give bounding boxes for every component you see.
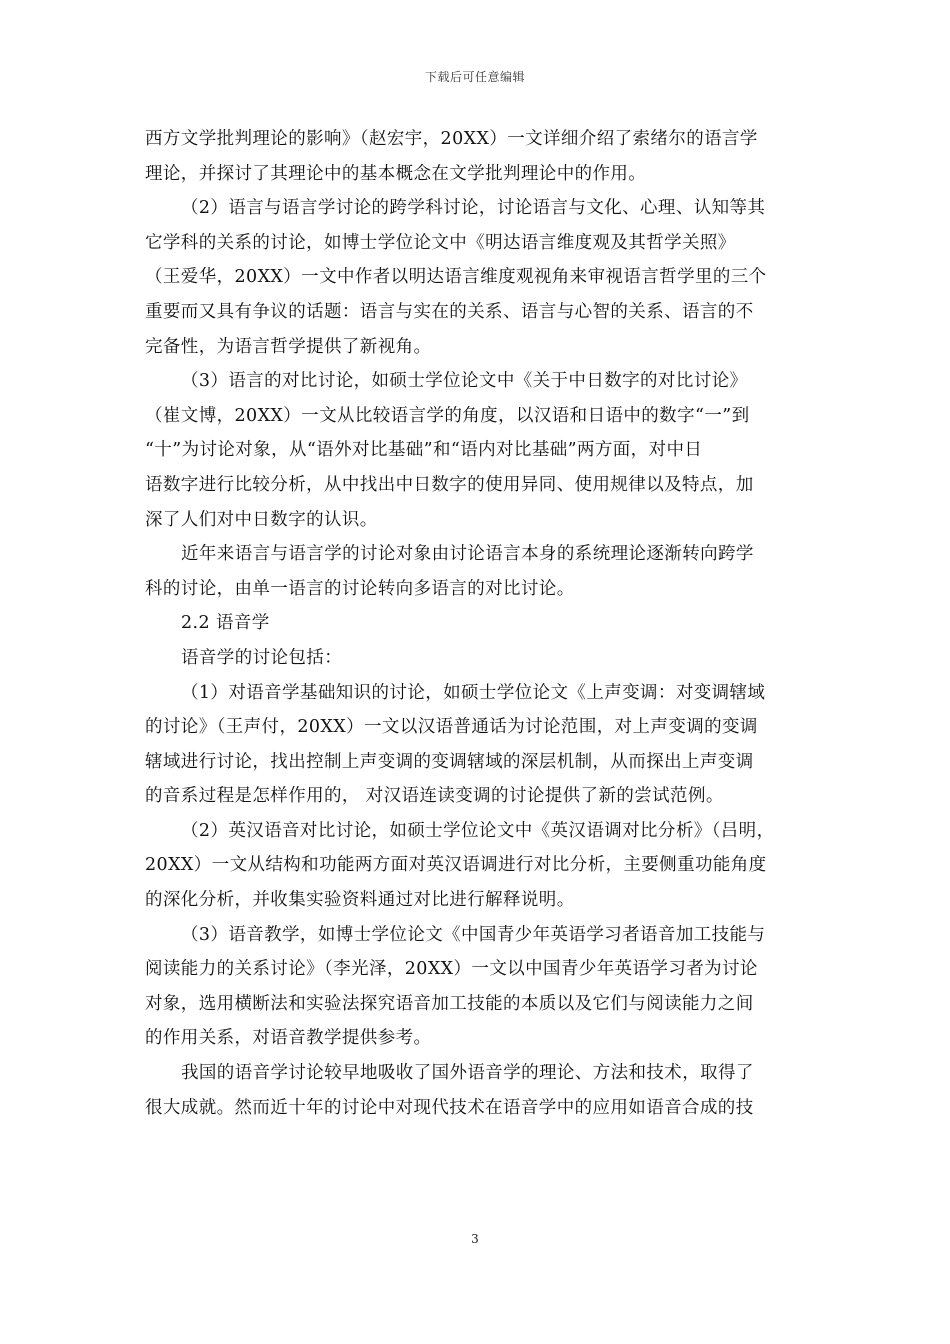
text-line: 的深化分析，并收集实验资料通过对比进行解释说明。	[145, 890, 575, 911]
page-number: 3	[471, 1232, 479, 1246]
text-line: （2）英汉语音对比讨论，如硕士学位论文中《英汉语调对比分析》（吕明，	[181, 820, 775, 841]
text-line: 理论，并探讨了其理论中的基本概念在文学批判理论中的作用。	[145, 163, 647, 184]
text-line: 科的讨论，由单一语言的讨论转向多语言的对比讨论。	[145, 578, 575, 599]
section-heading: 2.2 语音学	[181, 613, 270, 634]
text-line: 的讨论》（王声付，20XX）一文以汉语普通话为讨论范围，对上声变调的变调	[145, 717, 758, 738]
text-line: 阅读能力的关系讨论》（李光泽，20XX）一文以中国青少年英语学习者为讨论	[145, 959, 758, 980]
text-line: 的作用关系，对语音教学提供参考。	[145, 1028, 432, 1049]
text-line: 语音学的讨论包括：	[181, 647, 343, 668]
text-line: （2）语言与语言学讨论的跨学科讨论，讨论语言与文化、心理、认知等其	[181, 198, 766, 219]
page-header: 下载后可任意编辑	[424, 70, 525, 84]
text-line: 重要而又具有争议的话题：语言与实在的关系、语言与心智的关系、语言的不	[145, 301, 754, 322]
text-line: 20XX）一文从结构和功能两方面对英汉语调进行对比分析，主要侧重功能角度	[145, 855, 767, 876]
text-line: 西方文学批判理论的影响》（赵宏宇，20XX）一文详细介绍了索绪尔的语言学	[145, 129, 758, 149]
text-line: “十”为讨论对象，从“语外对比基础”和“语内对比基础”两方面，对中日	[145, 440, 703, 461]
text-line: 完备性，为语言哲学提供了新视角。	[145, 336, 432, 357]
text-line: 近年来语言与语言学的讨论对象由讨论语言本身的系统理论逐渐转向跨学	[181, 544, 754, 565]
text-line: 我国的语音学讨论较早地吸收了国外语音学的理论、方法和技术，取得了	[181, 1063, 754, 1084]
text-line: 语数字进行比较分析，从中找出中日数字的使用异同、使用规律以及特点，加	[145, 474, 754, 495]
text-line: 对象，选用横断法和实验法探究语音加工技能的本质以及它们与阅读能力之间	[145, 993, 754, 1014]
text-line: （1）对语音学基础知识的讨论，如硕士学位论文《上声变调：对变调辖域	[181, 682, 766, 703]
text-line: 的音系过程是怎样作用的， 对汉语连读变调的讨论提供了新的尝试范例。	[145, 786, 724, 807]
document-body	[145, 122, 811, 1125]
text-line: 深了人们对中日数字的认识。	[145, 509, 378, 530]
text-line: （3）语言的对比讨论，如硕士学位论文中《关于中日数字的对比讨论》	[181, 371, 748, 392]
text-line: 辖域进行讨论，找出控制上声变调的变调辖域的深层机制，从而探出上声变调	[145, 751, 754, 772]
text-line: 它学科的关系的讨论，如博士学位论文中《明达语言维度观及其哲学关照》	[145, 232, 736, 253]
text-line: （崔文博，20XX）一文从比较语言学的角度，以汉语和日语中的数字“一”到	[145, 405, 750, 426]
text-line: （3）语音教学，如博士学位论文《中国青少年英语学习者语音加工技能与	[181, 924, 766, 945]
text-line: （王爱华，20XX）一文中作者以明达语言维度观视角来审视语言哲学里的三个	[145, 267, 767, 288]
text-line: 很大成就。然而近十年的讨论中对现代技术在语音学中的应用如语音合成的技	[145, 1097, 754, 1118]
